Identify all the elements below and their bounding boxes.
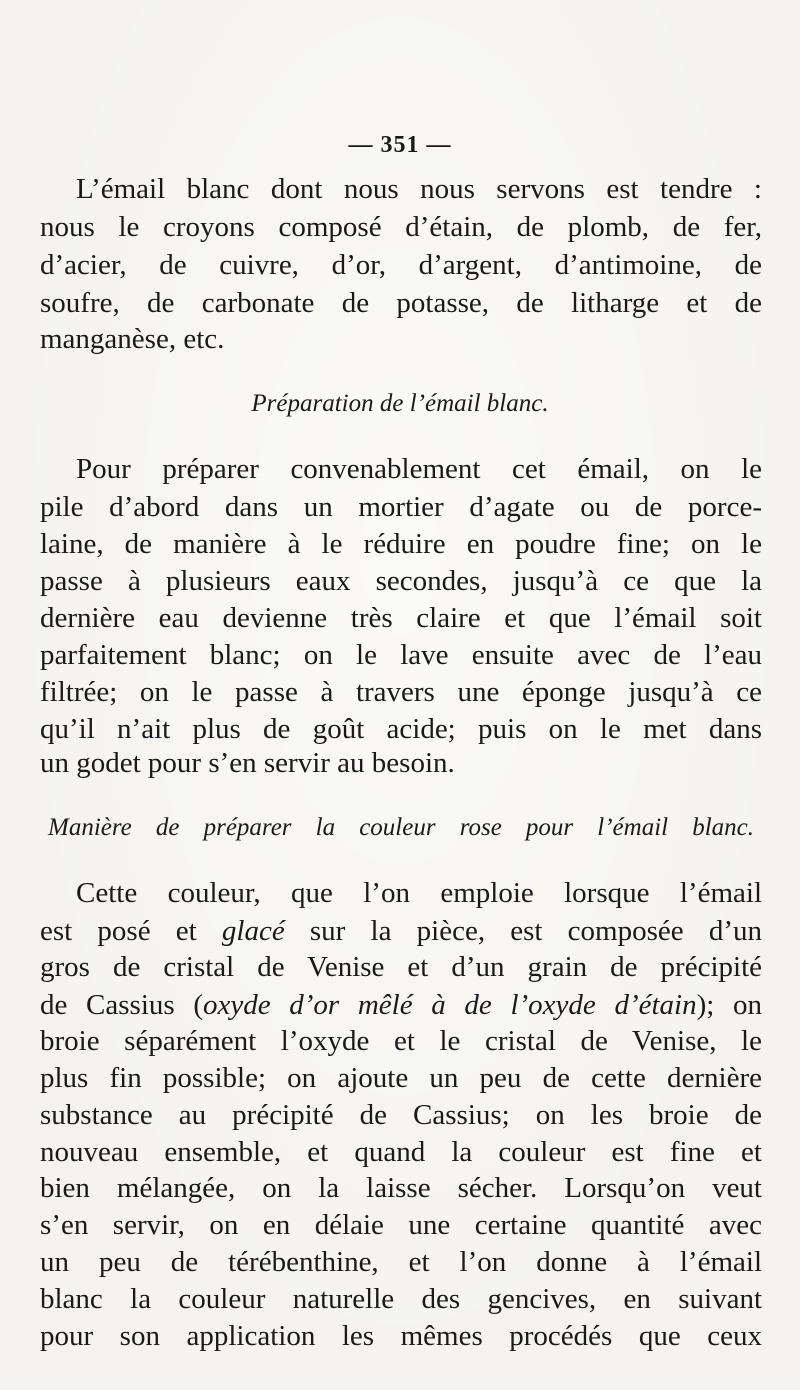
paragraph-line: s’en servir, on en délaie une certaine quantité avec (40, 1209, 762, 1241)
text-run: de Cassius ( (40, 989, 203, 1021)
paragraph-line: broie séparément l’oxyde et le cristal de Venise, le (40, 1025, 762, 1057)
paragraph-line: plus fin possible; on ajoute un peu de cette dernière (40, 1062, 762, 1094)
paragraph-line: d’acier, de cuivre, d’or, d’argent, d’antimoine, de (40, 249, 762, 281)
paragraph-line: laine, de manière à le réduire en poudre fine; on le (40, 528, 762, 560)
paragraph-line: bien mélangée, on la laisse sécher. Lorsqu’on veut (40, 1172, 762, 1204)
paragraph-line (40, 988, 762, 1022)
paragraph-line: substance au précipité de Cassius; on les broie de (40, 1099, 762, 1131)
paragraph-line: soufre, de carbonate de potasse, de litharge et de (40, 287, 762, 319)
section-heading: Préparation de l’émail blanc. (251, 390, 549, 417)
text-run: est posé et (40, 915, 222, 947)
paragraph-line: manganèse, etc. (40, 323, 225, 355)
paragraph-line: gros de cristal de Venise et d’un grain de précipité (40, 951, 762, 983)
paragraph-line: qu’il n’ait plus de goût acide; puis on le met dans (40, 713, 762, 745)
paragraph-line: passe à plusieurs eaux secondes, jusqu’à ce que la (40, 565, 762, 597)
page-number: — 351 — (348, 132, 452, 158)
paragraph-line: un godet pour s’en servir au besoin. (40, 747, 455, 779)
paragraph-line: pile d’abord dans un mortier d’agate ou de porce- (40, 491, 762, 523)
text-run: sur la pièce, est composée d’un (284, 915, 762, 947)
paragraph-line: filtrée; on le passe à travers une éponge jusqu’à ce (40, 676, 762, 708)
paragraph-line: L’émail blanc dont nous nous servons est tendre : (76, 173, 762, 205)
italic-run: oxyde d’or mêlé à de l’oxyde d’étain (202, 989, 697, 1021)
paragraph-line: nous le croyons composé d’étain, de plomb, de fer, (40, 211, 762, 243)
paragraph-line: un peu de térébenthine, et l’on donne à l’émail (40, 1246, 762, 1278)
paragraph-line: blanc la couleur naturelle des gencives, en suivant (40, 1283, 762, 1315)
paragraph-line: pour son application les mêmes procédés que ceux (40, 1320, 762, 1352)
paragraph-line: dernière eau devienne très claire et que l’émail soit (40, 602, 762, 634)
paragraph-line (40, 914, 762, 948)
paragraph-line: Cette couleur, que l’on emploie lorsque l’émail (76, 877, 762, 909)
text-run: ); on (696, 989, 762, 1021)
italic-run: glacé (221, 915, 285, 947)
section-heading: Manière de préparer la couleur rose pour l’émail blanc. (48, 814, 754, 841)
paragraph-line: Pour préparer convenablement cet émail, on le (76, 453, 762, 485)
paragraph-line: nouveau ensemble, et quand la couleur est fine et (40, 1136, 762, 1168)
paragraph-line: parfaitement blanc; on le lave ensuite avec de l’eau (40, 639, 762, 671)
